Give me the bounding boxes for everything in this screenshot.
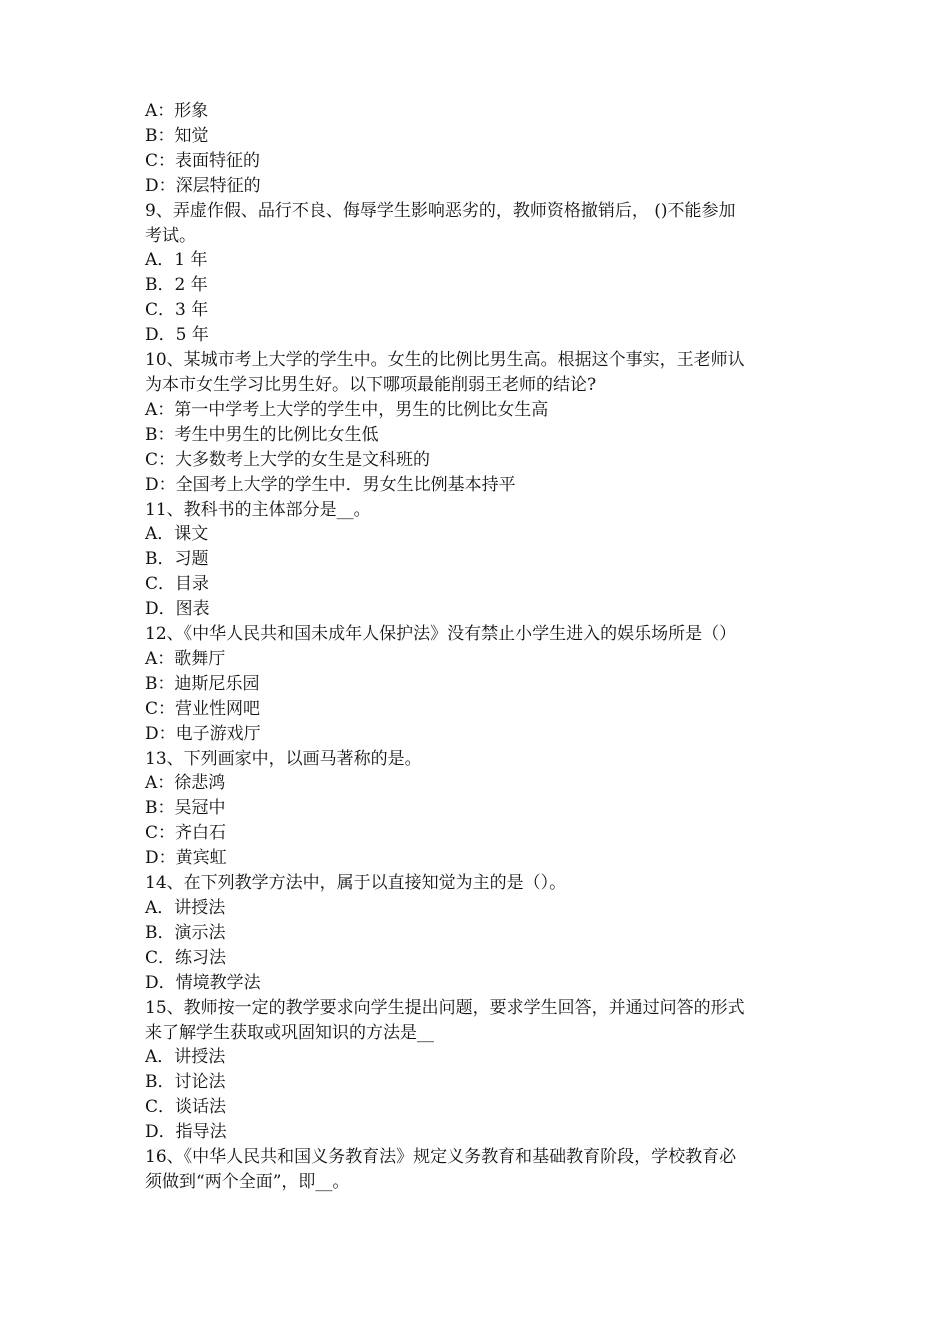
- text-line: B：知觉: [145, 125, 209, 146]
- text-line: D：全国考上大学的学生中．男女生比例基本持平: [145, 474, 516, 495]
- text-line: A．课文: [145, 524, 209, 545]
- text-line: C．练习法: [145, 947, 227, 968]
- text-line: B．2 年: [145, 275, 208, 296]
- text-line: 为本市女生学习比男生好。以下哪项最能削弱王老师的结论?: [145, 374, 597, 395]
- text-line: 来了解学生获取或巩固知识的方法是__: [145, 1022, 434, 1043]
- text-line: B：迪斯尼乐园: [145, 673, 260, 694]
- text-line: C：齐白石: [145, 823, 227, 844]
- text-line: 11、教科书的主体部分是__。: [145, 499, 371, 520]
- text-line: 考试。: [145, 225, 196, 246]
- text-line: C：表面特征的: [145, 150, 261, 171]
- text-line: A：第一中学考上大学的学生中，男生的比例比女生高: [145, 399, 549, 420]
- text-line: D．图表: [145, 599, 210, 620]
- text-line: 12、《中华人民共和国未成年人保护法》没有禁止小学生进入的娱乐场所是（）: [145, 624, 737, 645]
- text-line: A．讲授法: [145, 1047, 226, 1068]
- document-body: [145, 99, 815, 1195]
- text-line: A：歌舞厅: [145, 648, 226, 669]
- text-line: D．情境教学法: [145, 972, 261, 993]
- text-line: B．演示法: [145, 922, 226, 943]
- text-line: B．习题: [145, 549, 209, 570]
- text-line: B．讨论法: [145, 1072, 226, 1093]
- text-line: B：吴冠中: [145, 798, 226, 819]
- text-line: D：电子游戏厅: [145, 723, 261, 744]
- text-line: A：徐悲鸿: [145, 773, 226, 794]
- text-line: D．5 年: [145, 325, 209, 346]
- text-line: 13、下列画家中，以画马著称的是。: [145, 748, 422, 769]
- text-line: A：形象: [145, 101, 209, 121]
- text-line: C．3 年: [145, 300, 209, 321]
- text-line: A．1 年: [145, 250, 208, 271]
- text-line: D：黄宾虹: [145, 848, 227, 869]
- text-line: 16、《中华人民共和国义务教育法》规定义务教育和基础教育阶段，学校教育必: [145, 1147, 737, 1168]
- text-line: 10、某城市考上大学的学生中。女生的比例比男生高。根据这个事实，王老师认: [145, 350, 745, 371]
- text-line: D．指导法: [145, 1122, 227, 1143]
- text-line: 须做到“两个全面”，即__。: [145, 1171, 350, 1192]
- text-line: 15、教师按一定的教学要求向学生提出问题，要求学生回答，并通过问答的形式: [145, 997, 745, 1018]
- text-line: D：深层特征的: [145, 175, 261, 196]
- text-line: C：营业性网吧: [145, 698, 261, 719]
- text-line: C：大多数考上大学的女生是文科班的: [145, 449, 431, 470]
- text-line: 9、弄虚作假、品行不良、侮辱学生影响恶劣的，教师资格撤销后， ()不能参加: [145, 200, 736, 221]
- text-line: C．谈话法: [145, 1097, 227, 1118]
- text-line: 14、在下列教学方法中，属于以直接知觉为主的是（）。: [145, 873, 567, 894]
- text-line: C．目录: [145, 574, 210, 595]
- text-line: B：考生中男生的比例比女生低: [145, 424, 379, 445]
- text-line: A．讲授法: [145, 898, 226, 918]
